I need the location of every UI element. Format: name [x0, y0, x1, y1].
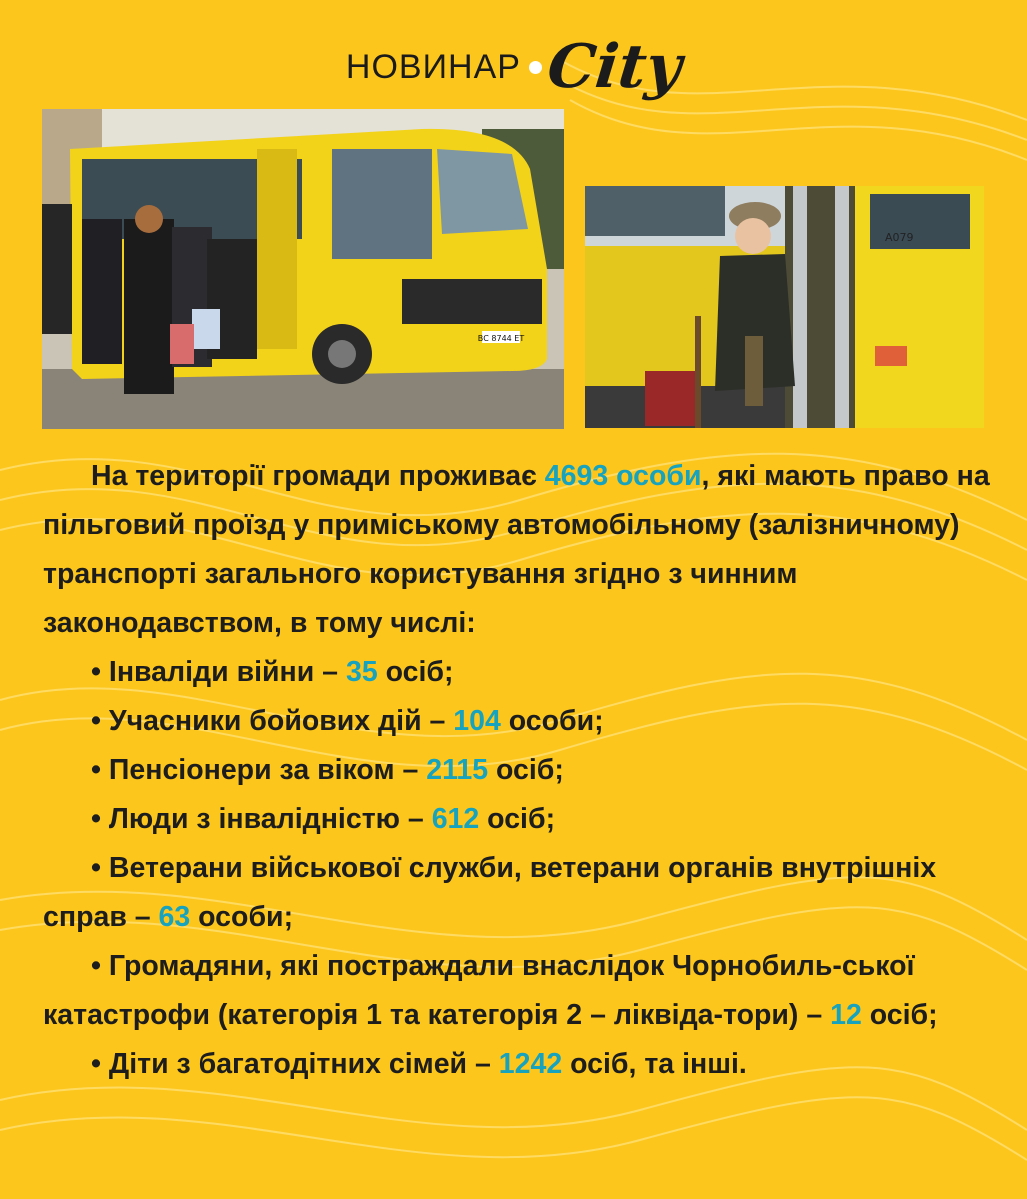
list-item-label: • Діти з багатодітних сімей – [91, 1048, 499, 1080]
list-item-count: 35 [345, 656, 378, 688]
list-item [43, 844, 993, 942]
list-item-count: 1242 [498, 1048, 563, 1080]
intro-paragraph [43, 452, 993, 648]
bus-route-number: А079 [885, 231, 914, 244]
list-item [43, 648, 993, 697]
list-item-count: 104 [453, 705, 501, 737]
list-item-label: • Громадяни, які постраждали внаслідок Чорнобиль-ської катастрофи (категорія 1 та категорія 2 – ліквіда-тори) – [43, 950, 915, 1031]
list-item-label: • Учасники бойових дій – [91, 705, 454, 737]
list-item [43, 1040, 993, 1089]
intro-text-end: , які мають право на пільговий проїзд у приміському автомобільному (залізничному) транспорті загального користування згідно з чинним законодавством, в тому числі: [43, 460, 990, 639]
bus-boarding-photo [42, 109, 564, 429]
list-item-count: 63 [158, 901, 191, 933]
list-item [43, 697, 993, 746]
bus-license-plate: ВС 8744 ЕТ [477, 334, 525, 343]
list-item-label: • Ветерани військової служби, ветерани органів внутрішніх справ – [43, 852, 937, 933]
elderly-passenger-photo [585, 186, 984, 428]
list-item-unit: особи; [190, 901, 294, 933]
list-item-unit: особи; [500, 705, 604, 737]
list-item-unit: осіб; [377, 656, 454, 688]
total-beneficiaries-count: 4693 особи [544, 460, 702, 492]
list-item-count: 12 [830, 999, 862, 1031]
brand-name-right: City [544, 32, 685, 102]
list-item [43, 746, 993, 795]
list-item-unit: осіб; [479, 803, 556, 835]
list-item-count: 2115 [426, 754, 489, 786]
intro-text-start: На території громади проживає [91, 460, 545, 492]
list-item-unit: осіб; [488, 754, 564, 786]
list-item-label: • Пенсіонери за віком – [91, 754, 427, 786]
list-item-label: • Інваліди війни – [91, 656, 346, 688]
brand-dot [529, 61, 542, 74]
brand-logo [0, 22, 1027, 112]
list-item-label: • Люди з інвалідністю – [91, 803, 432, 835]
list-item-count: 612 [431, 803, 480, 835]
list-item-unit: осіб; [861, 999, 938, 1031]
brand-name-left: НОВИНАР [345, 47, 521, 86]
list-item [43, 942, 993, 1040]
list-item [43, 795, 993, 844]
list-item-unit: осіб, та інші. [562, 1048, 747, 1080]
article-text [43, 452, 993, 1089]
